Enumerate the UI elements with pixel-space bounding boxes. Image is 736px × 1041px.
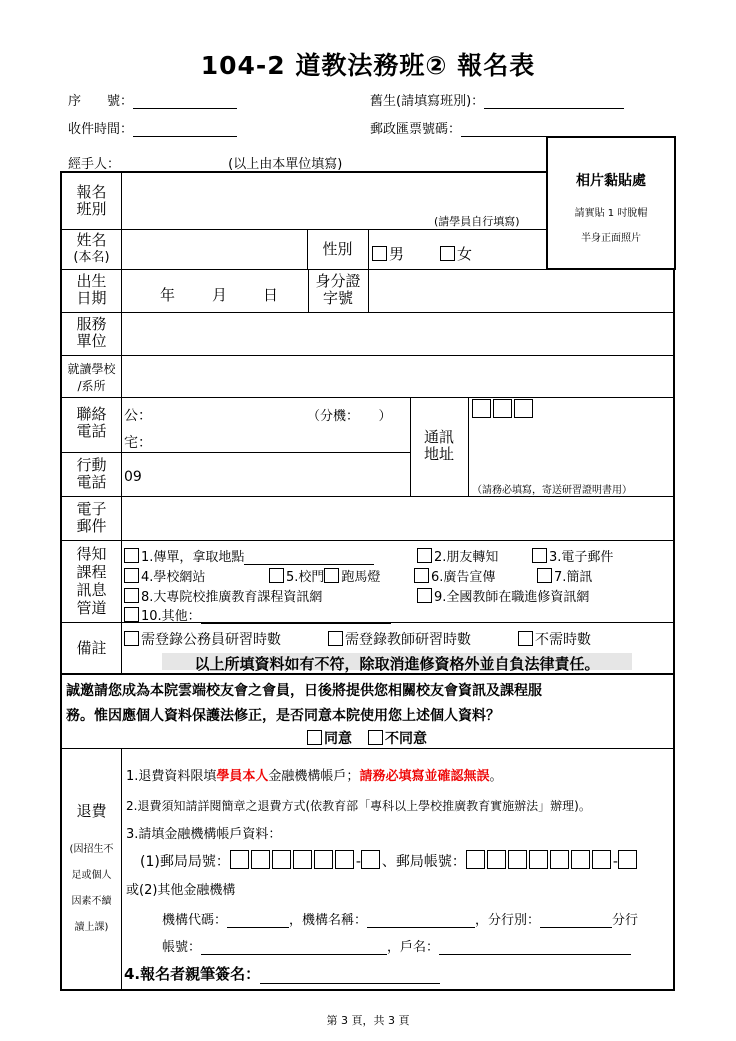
email-label: 電子 郵件 — [76, 500, 107, 535]
postal-no-label: 郵政匯票號碼： — [370, 122, 462, 137]
birth-label: 出生 日期 — [76, 272, 107, 307]
source-option-1[interactable]: 1.傳單，拿取地點 — [124, 546, 374, 565]
page-footer: 第 3 頁，共 3 頁 — [326, 1014, 410, 1027]
legal-notice: 以上所填資料如有不符，除取消進修資格外並自負法律責任。 — [162, 653, 632, 670]
remark-option-civil[interactable]: 需登錄公務員研習時數 — [124, 629, 281, 649]
handler-field[interactable] — [68, 153, 342, 172]
signature-field[interactable]: 4.報名者親筆簽名： — [124, 963, 440, 984]
source-option-8[interactable]: 8.大專院校推廣教育課程資訊網 — [124, 586, 322, 605]
consent-disagree-option[interactable]: 不同意 — [368, 728, 427, 748]
gender-label: 性別 — [322, 240, 353, 258]
phone-ext: （分機： ） — [307, 409, 392, 424]
source-option-4[interactable]: 4.學校網站 — [124, 566, 205, 585]
postal-no-field[interactable] — [370, 118, 609, 137]
phone-label: 聯絡 電話 — [76, 405, 107, 440]
class-note: (請學員自行填寫) — [434, 215, 520, 228]
handler-note: (以上由本單位填寫) — [228, 157, 343, 172]
source-option-9[interactable]: 9.全國教師在職進修資訊網 — [417, 586, 589, 605]
old-student-label: 舊生(請填寫班別)： — [370, 94, 485, 109]
address-label: 通訊 地址 — [423, 428, 454, 463]
account-field[interactable]: 帳號： ，戶名： — [162, 936, 631, 955]
mobile-prefix: 09 — [124, 469, 142, 485]
name-label: 姓名 (本名) — [73, 231, 110, 265]
consent-text-2: 務。惟因應個人資料保護法修正，是否同意本院使用您上述個人資料？ — [66, 708, 500, 724]
photo-placeholder[interactable] — [546, 136, 676, 270]
photo-note-1: 請實貼 1 吋脫帽 — [574, 208, 648, 219]
serial-label: 序 號： — [68, 94, 134, 109]
zip-code-boxes[interactable] — [472, 399, 535, 419]
source-option-2[interactable]: 2.朋友轉知 — [417, 546, 498, 565]
consent-text-1: 誠邀請您成為本院雲端校友會之會員，日後將提供您相關校友會資訊及課程服 — [66, 683, 542, 699]
address-note: （請務必填寫，寄送研習證明書用） — [472, 485, 632, 496]
bank-info-field[interactable]: 機構代碼： ，機構名稱： ，分行別： 分行 — [162, 913, 639, 928]
source-option-6[interactable]: 6.廣告宣傳 — [414, 566, 495, 585]
old-student-field[interactable] — [370, 90, 624, 109]
birth-month: 月 — [212, 286, 228, 304]
mobile-label: 行動 電話 — [76, 456, 107, 491]
photo-note-2: 半身正面照片 — [581, 233, 641, 244]
birth-year: 年 — [160, 286, 176, 304]
school-label: 就讀學校 /系所 — [67, 362, 116, 393]
gender-male-option[interactable]: 男 — [372, 243, 404, 264]
received-time-label: 收件時間： — [68, 122, 134, 137]
refund-label-note: (因招生不 足或個人 因素不續 讀上課) — [69, 844, 114, 933]
page-title: 104-2 道教法務班② 報名表 — [200, 51, 536, 80]
photo-title: 相片黏貼處 — [576, 173, 646, 189]
source-option-10[interactable]: 10.其他： — [124, 605, 391, 624]
phone-home: 宅： — [124, 435, 152, 451]
refund-label: 退費 — [76, 802, 107, 820]
serial-field[interactable] — [68, 90, 237, 109]
class-label: 報名 班別 — [76, 183, 107, 218]
source-option-7[interactable]: 7.簡訊 — [537, 566, 592, 585]
birth-day: 日 — [263, 286, 279, 304]
source-label: 得知 課程 訊息 管道 — [76, 545, 107, 617]
phone-office: 公： — [124, 408, 152, 424]
registration-form — [60, 171, 675, 991]
post-office-field[interactable]: (1)郵局局號： - 、郵局帳號： - — [140, 850, 639, 871]
remark-option-none[interactable]: 不需時數 — [518, 629, 591, 649]
handler-label: 經手人： — [68, 157, 121, 172]
source-option-5[interactable]: 5.校門 跑馬燈 — [269, 566, 380, 585]
refund-item-3: 3.請填金融機構帳戶資料： — [126, 827, 282, 842]
source-option-3[interactable]: 3.電子郵件 — [532, 546, 613, 565]
work-label: 服務 單位 — [76, 315, 107, 350]
refund-item-1: 1.退費資料限填學員本人金融機構帳戶；請務必填寫並確認無誤。 — [126, 769, 503, 784]
gender-female-option[interactable]: 女 — [440, 243, 472, 264]
remark-label: 備註 — [76, 639, 107, 657]
received-time-field[interactable] — [68, 118, 237, 137]
remark-option-teacher[interactable]: 需登錄教師研習時數 — [328, 629, 471, 649]
consent-agree-option[interactable]: 同意 — [307, 728, 352, 748]
refund-item-2: 2.退費須知請詳閱簡章之退費方式(依教育部「專科以上學校推廣教育實施辦法」辦理)。 — [126, 799, 591, 813]
id-label: 身分證 字號 — [315, 272, 361, 307]
other-bank-label: 或(2)其他金融機構 — [126, 883, 236, 898]
